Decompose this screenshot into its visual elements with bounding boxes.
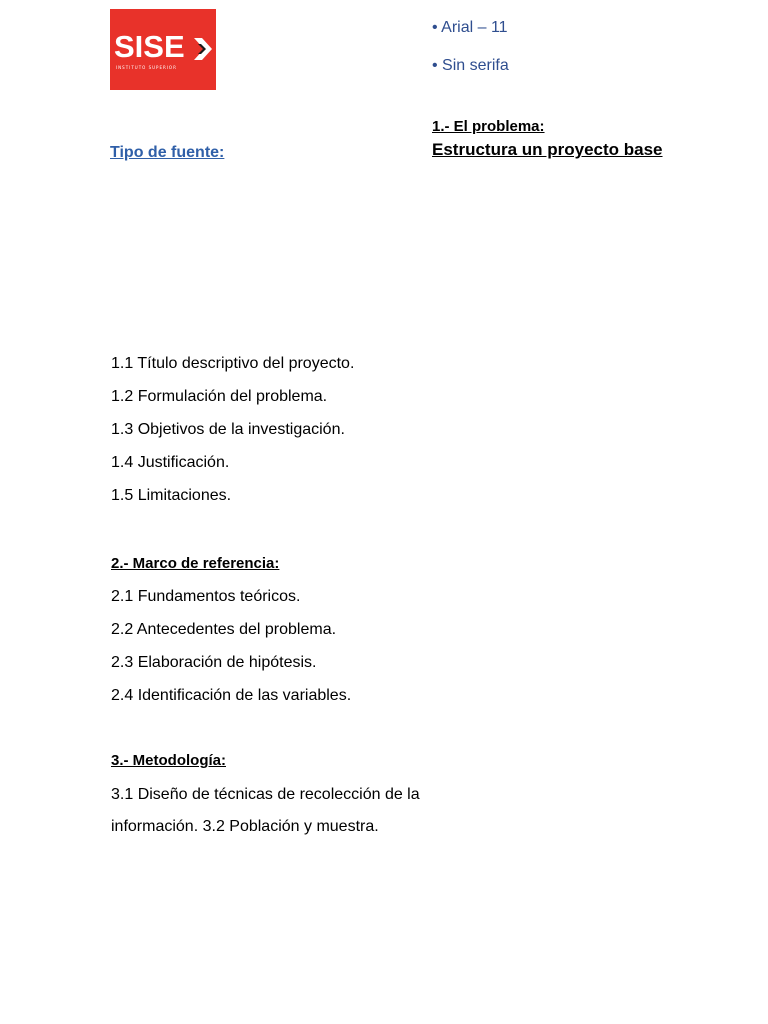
list-item: 2.3 Elaboración de hipótesis. [111,654,317,671]
sise-logo [110,9,216,90]
list-item: 2.2 Antecedentes del problema. [111,621,337,638]
paragraph-line: información. 3.2 Población y muestra. [111,818,379,835]
section-heading-metodologia: 3.- Metodología: [111,752,226,769]
font-type-label: Tipo de fuente: [110,144,225,161]
section-heading-marco: 2.- Marco de referencia: [111,555,280,572]
document-title: Estructura un proyecto base [432,140,663,159]
list-item: 1.3 Objetivos de la investigación. [111,421,345,438]
chevron-right-icon [194,38,214,60]
logo-text: SISE [114,29,185,64]
list-item: 2.1 Fundamentos teóricos. [111,588,301,605]
list-item: 1.1 Título descriptivo del proyecto. [111,355,355,372]
list-item: 2.4 Identificación de las variables. [111,687,352,704]
paragraph-line: 3.1 Diseño de técnicas de recolección de la [111,786,420,803]
font-note-sans-serif: • Sin serifa [432,57,509,74]
list-item: 1.5 Limitaciones. [111,487,232,504]
list-item: 1.2 Formulación del problema. [111,388,328,405]
logo-subtitle: INSTITUTO SUPERIOR [116,65,177,70]
problem-heading: 1.- El problema: [432,118,545,135]
list-item: 1.4 Justificación. [111,454,230,471]
font-note-arial: • Arial – 11 [432,19,508,36]
